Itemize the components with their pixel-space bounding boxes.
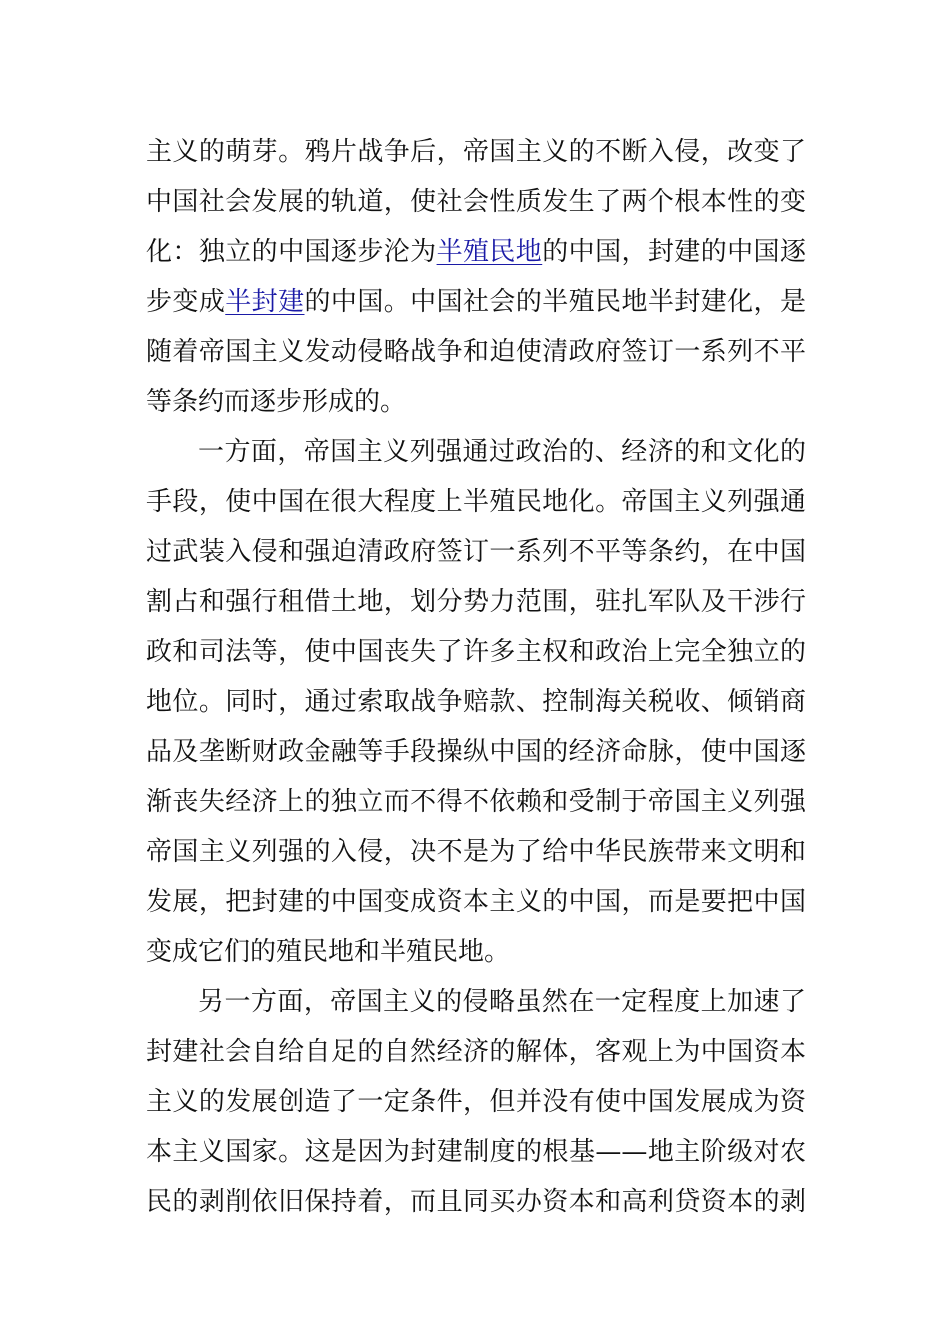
text-segment: 的中国，封建的中国逐 [542,237,806,267]
paragraph-first-line: 一方面，帝国主义列强通过政治的、经济的和文化的 [198,437,806,467]
text-line: 过武装入侵和强迫清政府签订一系列不平等条约，在中国 [146,537,806,567]
text-line: 地位。同时，通过索取战争赔款、控制海关税收、倾销商 [146,687,806,717]
text-line: 等条约而逐步形成的。 [146,387,407,417]
text-line: 变成它们的殖民地和半殖民地。 [146,937,511,967]
text-line: 主义的萌芽。鸦片战争后，帝国主义的不断入侵，改变了 [146,137,806,167]
text-line [146,227,806,277]
text-segment: 的中国。中国社会的半殖民地半封建化，是 [304,287,806,317]
semi-feudal-link[interactable]: 半封建 [225,287,305,317]
text-line: 随着帝国主义发动侵略战争和迫使清政府签订一系列不平 [146,337,806,367]
text-line: 封建社会自给自足的自然经济的解体，客观上为中国资本 [146,1037,806,1067]
text-line: 政和司法等，使中国丧失了许多主权和政治上完全独立的 [146,637,806,667]
text-line: 手段，使中国在很大程度上半殖民地化。帝国主义列强通 [146,487,806,517]
text-line: 发展，把封建的中国变成资本主义的中国，而是要把中国 [146,887,806,917]
text-line: 帝国主义列强的入侵，决不是为了给中华民族带来文明和 [146,837,806,867]
text-line [146,277,806,327]
text-segment: 化：独立的中国逐步沦为 [146,237,437,267]
semi-colonial-link[interactable]: 半殖民地 [436,237,543,267]
paragraph-first-line: 另一方面，帝国主义的侵略虽然在一定程度上加速了 [198,987,806,1017]
text-segment: 步变成 [146,287,226,317]
text-line: 主义的发展创造了一定条件，但并没有使中国发展成为资 [146,1087,806,1117]
text-line: 渐丧失经济上的独立而不得不依赖和受制于帝国主义列强 [146,787,806,817]
text-line: 民的剥削依旧保持着，而且同买办资本和高利贷资本的剥 [146,1187,806,1217]
text-line: 中国社会发展的轨道，使社会性质发生了两个根本性的变 [146,187,806,217]
text-line: 品及垄断财政金融等手段操纵中国的经济命脉，使中国逐 [146,737,806,767]
text-line: 本主义国家。这是因为封建制度的根基——地主阶级对农 [146,1137,806,1167]
text-line: 割占和强行租借土地，划分势力范围，驻扎军队及干涉行 [146,587,806,617]
